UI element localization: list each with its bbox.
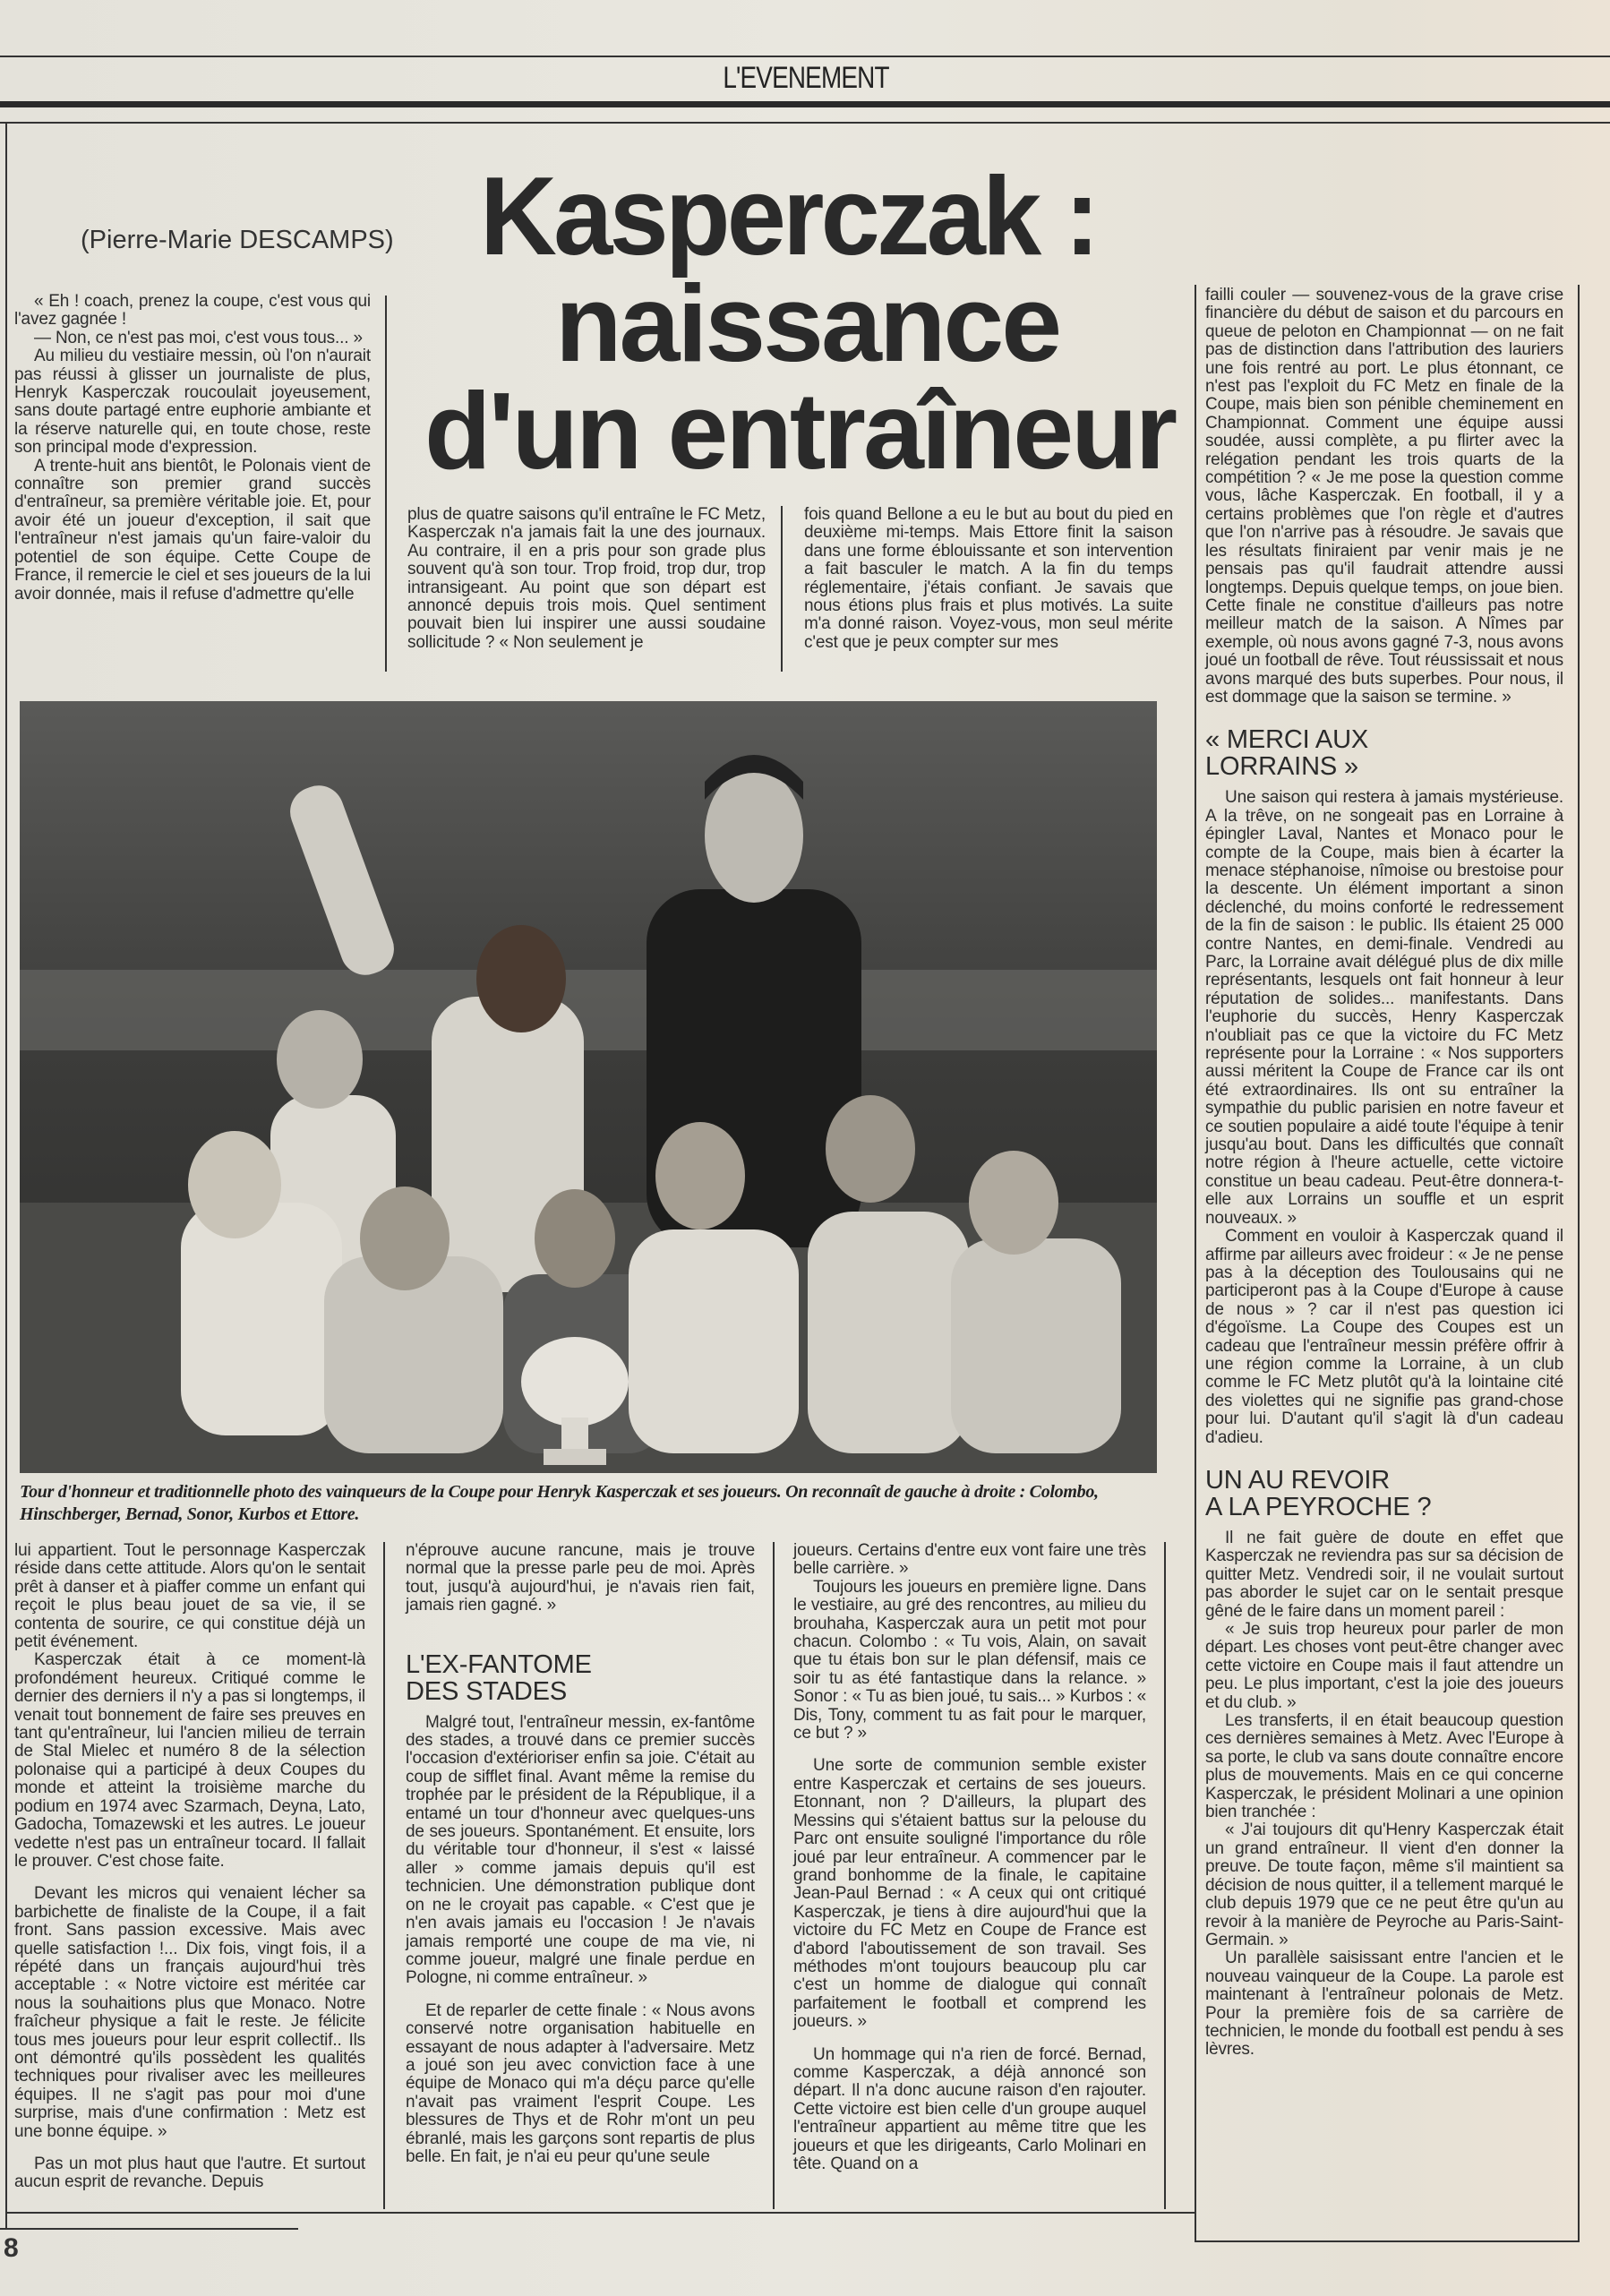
middle-column-b [804, 506, 1173, 652]
paragraph: Un parallèle saisissant entre l'ancien et le nouveau vainqueur de la Coupe. La parole est maintenant à l'entraîneur polonais de Metz. Pour la première fois de sa carrière de technicien, le monde du football est pendu à ses lèvres. [1205, 1949, 1563, 2060]
paragraph: A trente-huit ans bientôt, le Polonais vient de connaître son premier grand succès d'entraîneur, sa première véritable joie. Et, pour avoir été un joueur d'exception, il sait que l'entraîneur n'est jamais qu'un faire-valoir du potentiel de son équipe. Cette Coupe de France, il remercie le ciel et ses joueurs de la lui avoir donnée, mais il refuse d'admettre qu'elle [14, 456, 371, 604]
paragraph: Les transferts, il en était beaucoup question ces dernières semaines à Metz. Avec l'Europe à sa porte, le club va sans doute connaître encore plus de mouvements. Mais en ce qui concerne Kasperczak, le président Molinari a une opinion bien tranchée : [1205, 1711, 1563, 1822]
paragraph: Toujours les joueurs en première ligne. Dans le vestiaire, au gré des rencontres, au milieu du brouhaha, Kasperczak aura un petit mot pour chacun. Colombo : « Tu vois, Alain, on savait que tu étais bon sur le plan défensif, mais ce soir tu as été fantastique dans la relance. » Sonor : « Tu as bien joué, tu sais... » Kurbos : « Dis, Tony, comment tu as fait pour le marquer, ce but ? » [793, 1577, 1146, 1743]
paragraph: « J'ai toujours dit qu'Henry Kasperczak était un grand entraîneur. Il vient d'en donner la preuve. De toute façon, même s'il maintient sa décision de nous quitter, il a tellement marqué le club depuis 1979 que ce ne peut être qu'un au revoir à la manière de Peyroche au Paris-Saint-Germain. » [1205, 1821, 1563, 1949]
paragraph: Il ne fait guère de doute en effet que Kasperczak ne reviendra pas sur sa décision de quitter Metz. Vendredi soir, il ne voulait surtout pas aborder le sujet car on le sentait presque gêné de le faire dans un moment pareil : [1205, 1528, 1563, 1621]
paragraph: Comment en vouloir à Kasperczak quand il affirme par ailleurs avec froideur : « Je ne pense pas à la déception des Toulousains qui ne participeront pas à la Coupe d'Europe à cause de nous » ? car il n'est pas question ici d'égoïsme. La Coupe des Coupes est un cadeau que l'entraîneur messin préfère offrir à une région comme la Lorraine, à un club comme le FC Metz plutôt qu'à la lointaine cité des violettes qui ne signifie pas grand-chose pour lui. D'autant qu'il s'agit là d'un cadeau d'adieu. [1205, 1227, 1563, 1447]
rule-bottom-col1 [383, 1542, 385, 2209]
rule-left-col [385, 296, 387, 672]
paragraph: Pas un mot plus haut que l'autre. Et surtout aucun esprit de revanche. Depuis [14, 2155, 365, 2192]
rule-mid-cols [781, 506, 783, 672]
paragraph: Au milieu du vestiaire messin, où l'on n'aurait pas réussi à glisser un journaliste de plus, Henryk Kasperczak roucoulait joyeusement, sans doute partagé entre euphorie ambiante et la réserve naturelle qui, en toute chose, reste son principal mode d'expression. [14, 347, 371, 458]
subheading-ex-fantome: L'EX-FANTOME DES STADES [406, 1649, 592, 1706]
footer-rule [0, 2228, 298, 2230]
paragraph: « Je suis trop heureux pour parler de mon départ. Les choses vont peut-être changer avec cette victoire en Coupe mais il faut attendre un peu. Le plus important, c'est la joie des joueurs et du club. » [1205, 1620, 1563, 1712]
article-left-border [5, 124, 7, 2228]
paragraph: failli couler — souvenez-vous de la grave crise financière du début de saison et du parcours en queue de peloton en Championnat — on ne fait pas de distinction dans l'attribution des lauriers une fois rentré au port. Le plus étonnant, ce n'est pas l'exploit du FC Metz en finale de la Coupe, mais bien son pénible cheminement en Championnat. Comment une équipe aussi soudée, aussi complète, a pu flirter avec la relégation pendant les trois quarts de la compétition ? « Je me pose la question comme vous, lâche Kasperczak. En football, il y a certains problèmes que l'on règle et d'autres que l'on n'arrive pas à résoudre. Je savais que les résultats finiraient par venir mais je ne pensais pas qu'il faudrait attendre aussi longtemps. Depuis quelque temps, on joue bien. Cette finale ne constitue d'ailleurs pas notre meilleur match de la saison. A Nîmes par exemple, où nous avons gagné 7-3, nous avons joué un football de rêve. Tout réussissait et nous avons marqué des buts superbes. Pour nous, il est dommage que la saison se termine. » [1205, 286, 1563, 707]
bottom-column-2 [406, 1542, 755, 2166]
paragraph: plus de quatre saisons qu'il entraîne le FC Metz, Kasperczak n'a jamais fait la une des journaux. Au contraire, il en a pris pour son grade plus souvent qu'à son tour. Trop froid, trop dur, trop intransigeant. Au point que son départ est annoncé depuis trois mois. Quel sentiment pouvait bien lui inspirer une aussi soudaine sollicitude ? « Non seulement je [407, 505, 766, 652]
paragraph: lui appartient. Tout le personnage Kasperczak réside dans cette attitude. Alors qu'on le sentait prêt à danser et à piaffer comme un enfant qui reçoit le plus beau jouet de sa vie, il se contenta de sourire, ce qui constitue déjà un petit événement. [14, 1541, 365, 1652]
headline-line-2: naissance [555, 262, 1060, 384]
paragraph: Devant les micros qui venaient lécher sa barbichette de finaliste de la Coupe, il a fait front. Sans passion excessive. Mais avec quelle satisfaction !... Dix fois, vingt fois, il a répété dans un français aujourd'hui très acceptable : « Notre victoire est méritée car nous la souhaitions plus que Monaco. Notre fraîcheur physique a fait le reste. Je félicite tous mes joueurs pour leur esprit collectif.. Ils ont démontré qu'ils possèdent les qualités techniques pour rivaliser avec les meilleures équipes. Il ne s'agit pas pour moi d'une surprise, mais d'une confirmation : Metz est une bonne équipe. » [14, 1884, 365, 2141]
left-column [14, 293, 371, 604]
subheading-merci-aux-lorrains: « MERCI AUX LORRAINS » [1205, 725, 1369, 782]
paragraph: Malgré tout, l'entraîneur messin, ex-fantôme des stades, a trouvé dans ce premier succès l'occasion d'extérioriser enfin sa joie. C'était au coup de sifflet final. Avant même la remise du trophée par le président de la République, il a entamé un tour d'honneur avec quelques-uns de ses joueurs. Spontanément. Et ensuite, lors du véritable tour d'honneur, il s'est « laissé aller » comme jamais depuis qu'il est technicien. Une démonstration publique dont on ne le croyait pas capable. « C'est que je n'en avais jamais eu l'occasion ! Je n'avais jamais remporté une coupe de ma vie, ni comme joueur, malgré une finale perdue en Pologne, ni comme entraîneur. » [406, 1712, 755, 1988]
team-photo [20, 701, 1157, 1473]
bottom-column-3 [793, 1542, 1146, 2173]
stadium-billboards [20, 970, 1157, 1050]
paragraph: — Non, ce n'est pas moi, c'est vous tous... » [34, 328, 363, 347]
paragraph: « Eh ! coach, prenez la coupe, c'est vous qui l'avez gagnée ! [14, 292, 371, 330]
byline: (Pierre-Marie DESCAMPS) [81, 226, 394, 254]
rule-right-border [1578, 285, 1580, 2241]
bottom-column-1 [14, 1542, 365, 2192]
paragraph: Kasperczak était à ce moment-là profondément heureux. Critiqué comme le dernier des derniers il n'y a pas si longtemps, il venait tout bonnement de faire ses preuves en tant qu'entraîneur, lui l'ancien milieu de terrain de Stal Mielec et numéro 8 de la sélection polonaise qui a participé à deux Coupes du monde et atteint la troisième marche du podium en 1974 avec Szarmach, Deyna, Lato, Gadocha, Tomazewski et les autres. Le joueur vedette n'est pas un entraîneur tocard. Il fallait le prouver. C'est chose faite. [14, 1650, 365, 1871]
headline-line-3: d'un entraîneur [424, 370, 1176, 492]
paragraph: fois quand Bellone a eu le but au bout du pied en deuxième mi-temps. Mais Ettore finit la saison dans une forme éblouissante et son intervention a fait basculer le match. A la fin du temps réglementaire, j'étais confiant. Je savais que nous étions plus frais et plus motivés. La suite m'a donné raison. Voyez-vous, mon seul mérite c'est que je peux compter sur mes [804, 505, 1173, 652]
header-thin-rule [0, 122, 1610, 124]
rule-bottom-col3 [1164, 1542, 1166, 2209]
headline-line-1: Kasperczak : [480, 155, 1097, 278]
paragraph: n'éprouve aucune rancune, mais je trouve normal que la presse parle peu de moi. Après tout, jusqu'à aujourd'hui, je n'avais rien fait, jamais rien gagné. » [406, 1541, 755, 1615]
paragraph: Un hommage qui n'a rien de forcé. Bernad, comme Kasperczak, a déjà annoncé son départ. Il n'a donc aucune raison d'en rajouter. Cette victoire est bien celle d'un groupe auquel l'entraîneur appartient au même titre que les joueurs et que les dirigeants, Carlo Molinari en tête. Quand on a [793, 2044, 1146, 2173]
right-col-bottom-rule [1195, 2240, 1580, 2242]
middle-column-a [407, 506, 766, 652]
subheading-au-revoir: UN AU REVOIR A LA PEYROCHE ? [1205, 1465, 1432, 1521]
photo-caption: Tour d'honneur et traditionnelle photo des vainqueurs de la Coupe pour Henryk Kasperczak et ses joueurs. On reconnaît de gauche à droite : Colombo, Hinschberger, Bernad, Sonor, Kurbos et Ettore. [20, 1482, 1099, 1524]
header-thick-rule [0, 101, 1610, 107]
section-label: L'EVENEMENT [723, 61, 889, 95]
header-top-rule [0, 56, 1610, 57]
page-number: 8 [4, 2233, 19, 2263]
rule-bottom-col2 [773, 1542, 775, 2209]
article-bottom-rule [5, 2212, 1195, 2214]
paragraph: Une saison qui restera à jamais mystérieuse. A la trêve, on ne songeait pas en Lorraine à épingler Laval, Nantes et Monaco pour le compte de la Coupe, mais bien à écarter la menace stéphanoise, nîmoise ou brestoise pour la descente. Un élément important a sinon déclenché, du moins conforté le redressement de la fin de saison : le public. Ils étaient 25 000 contre Nantes, en demi-finale. Vendredi au Parc, la Lorraine avait délégué plus de dix mille représentants, lesquels ont fait honneur à leur réputation de solides... manifestants. Dans l'euphorie du succès, Henry Kasperczak n'oubliait pas ce que la victoire du FC Metz représente pour la Lorraine : « Nos supporters aussi méritent la Coupe de France car ils ont été extraordinaires. Ils ont su entraîner la sympathie du public parisien en notre faveur et ce soutien populaire a aidé toute l'équipe à tenir jusqu'au bout. Dans les difficultés que connaît notre région à l'heure actuelle, cette victoire constitue un beau cadeau. Peut-être donnera-t-elle aux Lorrains un souffle et un esprit nouveaux. » [1205, 788, 1563, 1228]
paragraph: Une sorte de communion semble exister entre Kasperczak et certains de ses joueurs. Etonnant, non ? D'ailleurs, la plupart des Messins qui s'étaient battus sur la pelouse du Parc ont ensuite souligné l'importance du rôle joué par leur entraîneur. A commencer par le grand bonhomme de la finale, le capitaine Jean-Paul Bernad : « A ceux qui ont critiqué Kasperczak, je tiens à dire aujourd'hui que la victoire du FC Metz en Coupe de France est d'abord l'aboutissement de son travail. Ses méthodes m'ont toujours beaucoup plu car c'est un homme de dialogue qui connaît parfaitement le football et comprend les joueurs. » [793, 1756, 1146, 2032]
paragraph: Et de reparler de cette finale : « Nous avons conservé notre organisation habituelle en essayant de nous adapter à l'adversaire. Metz a joué son jeu avec conviction face à une équipe de Monaco qui m'a déçu parce qu'elle n'avait pas vraiment l'esprit Coupe. Les blessures de Thys et de Rohr m'ont un peu ébranlé, mais les garçons sont repartis de plus belle. En fait, je n'ai eu peur qu'une seule [406, 2000, 755, 2166]
paragraph: joueurs. Certains d'entre eux vont faire une très belle carrière. » [793, 1541, 1146, 1579]
rule-right-col [1195, 285, 1196, 2241]
right-column [1205, 287, 1563, 2060]
